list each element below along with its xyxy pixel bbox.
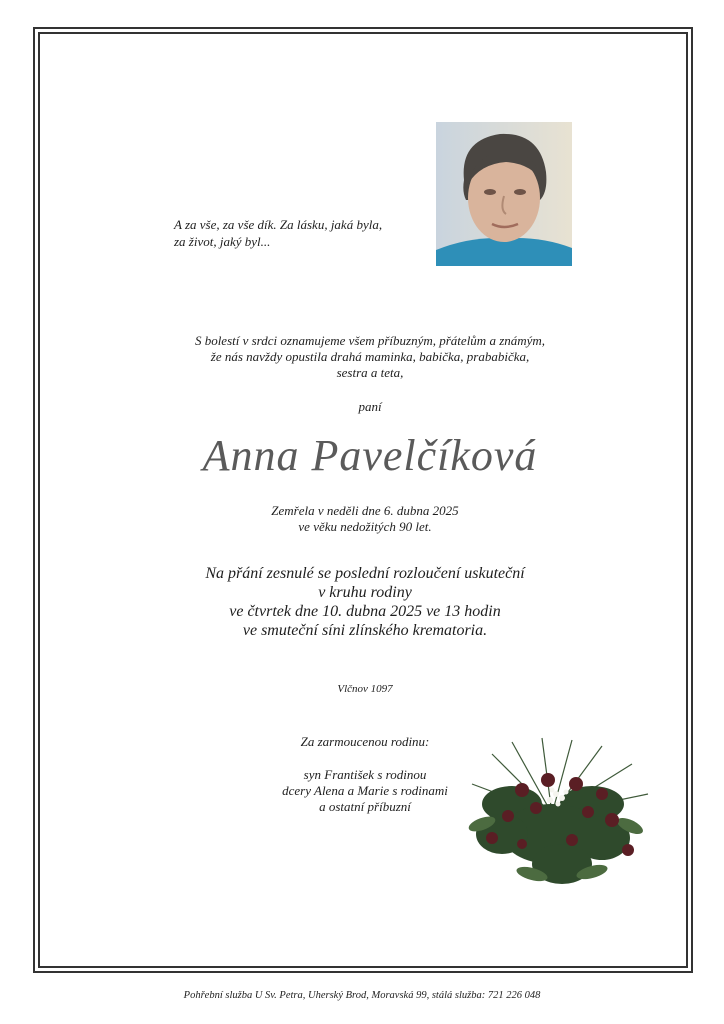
family-member-2: dcery Alena a Marie s rodinami xyxy=(282,783,448,798)
announcement-line-1: S bolestí v srdci oznamujeme všem příbuzným, přátelům a známým, xyxy=(194,333,546,348)
ceremony-line-2: v kruhu rodiny xyxy=(318,584,412,601)
family-title: Za zarmoucenou rodinu: xyxy=(300,734,430,749)
ceremony-line-3: ve čtvrtek dne 10. dubna 2025 ve 13 hodin xyxy=(229,603,501,620)
funeral-service-footer: Pohřební služba U Sv. Petra, Uherský Brod, Moravská 99, stálá služba: 721 226 048 xyxy=(183,990,541,1001)
portrait-photo xyxy=(436,122,572,266)
family-member-1: syn František s rodinou xyxy=(303,767,427,782)
motto-line-2: za život, jaký byl... xyxy=(174,234,271,249)
ceremony-line-1: Na přání zesnulé se poslední rozloučení uskuteční xyxy=(205,565,525,582)
address: Vlčnov 1097 xyxy=(337,683,393,695)
motto-line-1: A za vše, za vše dík. Za lásku, jaká byla, xyxy=(174,217,383,232)
deceased-name: Anna Pavelčíková xyxy=(202,431,538,480)
death-info xyxy=(130,503,600,535)
death-line-2: ve věku nedožitých 90 let. xyxy=(298,519,432,534)
family-member-3: a ostatní příbuzní xyxy=(319,799,411,814)
honorific: paní xyxy=(358,399,382,414)
motto xyxy=(174,216,434,250)
flower-bouquet-image xyxy=(452,734,662,894)
announcement-line-3: sestra a teta, xyxy=(336,365,404,380)
announcement-line-2: že nás navždy opustila drahá maminka, babička, prababička, xyxy=(210,349,530,364)
ceremony-line-4: ve smuteční síni zlínského krematoria. xyxy=(242,622,488,639)
ceremony-info xyxy=(130,564,600,640)
death-line-1: Zemřela v neděli dne 6. dubna 2025 xyxy=(271,503,459,518)
announcement xyxy=(130,333,610,381)
